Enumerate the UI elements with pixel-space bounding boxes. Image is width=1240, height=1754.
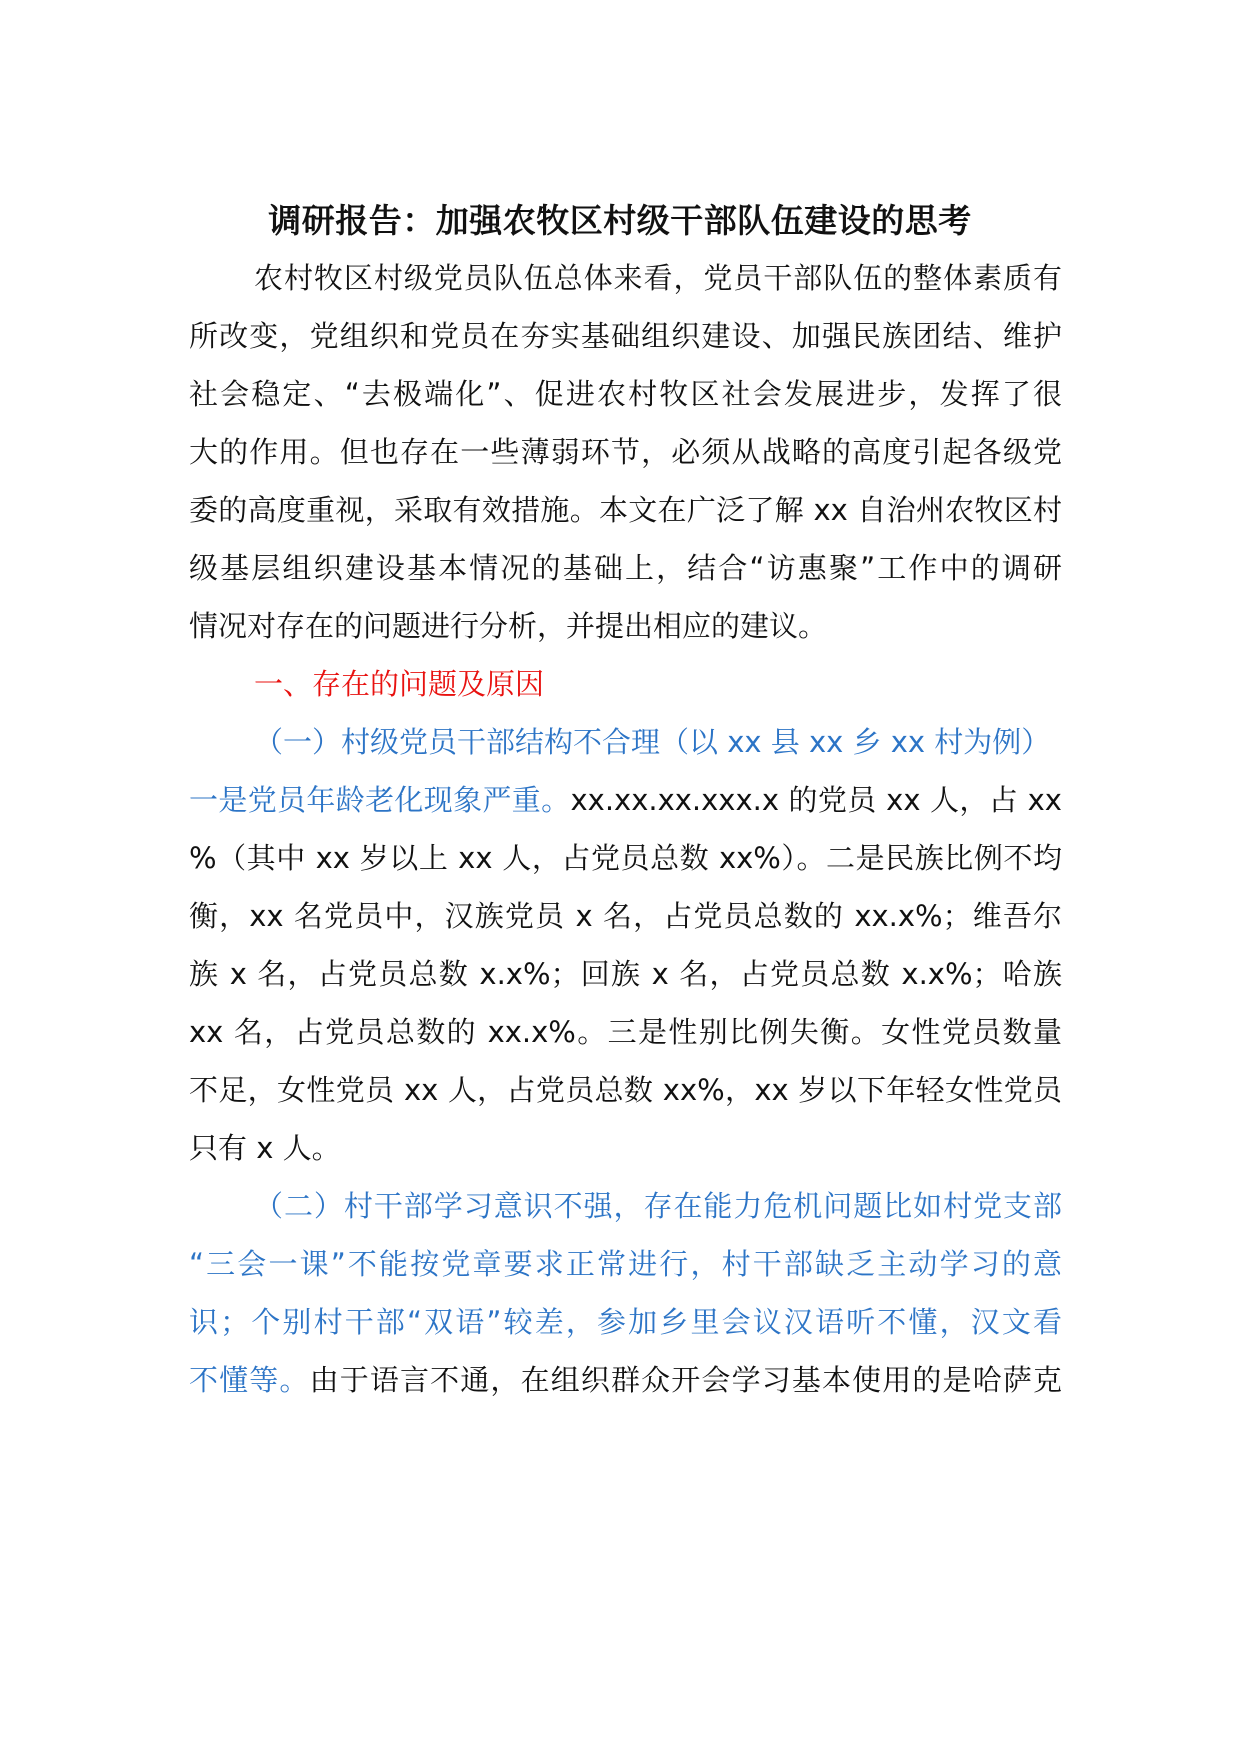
paragraph-line: xx 名，占党员总数的 xx.x%。三是性别比例失衡。女性党员数量 [189, 1015, 1062, 1049]
paragraph-line: %（其中 xx 岁以上 xx 人，占党员总数 xx%）。二是民族比例不均 [189, 841, 1062, 875]
paragraph-line: 社会稳定、“去极端化”、促进农村牧区社会发展进步，发挥了很 [189, 377, 1062, 411]
paragraph-line: 大的作用。但也存在一些薄弱环节，必须从战略的高度引起各级党 [189, 435, 1062, 469]
paragraph-line: 只有 x 人。 [189, 1131, 341, 1165]
paragraph-line: 所改变，党组织和党员在夯实基础组织建设、加强民族团结、维护 [189, 319, 1062, 353]
document-title: 调研报告：加强农牧区村级干部队伍建设的思考 [268, 201, 972, 240]
paragraph-line: 族 x 名，占党员总数 x.x%；回族 x 名，占党员总数 x.x%；哈族 [189, 957, 1062, 991]
point-heading: 一是党员年龄老化现象严重。 [189, 783, 571, 817]
paragraph-line: 情况对存在的问题进行分析，并提出相应的建议。 [189, 609, 828, 643]
section-heading: 一、存在的问题及原因 [254, 667, 545, 701]
subsection-heading: （一）村级党员干部结构不合理（以 xx 县 xx 乡 xx 村为例） [254, 725, 1051, 759]
subsection-heading: “三会一课”不能按党章要求正常进行，村干部缺乏主动学习的意 [189, 1247, 1062, 1281]
paragraph-line: 不足，女性党员 xx 人，占党员总数 xx%，xx 岁以下年轻女性党员 [189, 1073, 1062, 1107]
subsection-heading-end: 不懂等。 [189, 1363, 310, 1397]
subsection-heading: （二）村干部学习意识不强，存在能力危机问题比如村党支部 [254, 1189, 1062, 1223]
paragraph-line: 级基层组织建设基本情况的基础上，结合“访惠聚”工作中的调研 [189, 551, 1062, 585]
paragraph-line [189, 780, 1062, 820]
subsection-heading: 识；个别村干部“双语”较差，参加乡里会议汉语听不懂，汉文看 [189, 1305, 1062, 1339]
paragraph-line: 农村牧区村级党员队伍总体来看，党员干部队伍的整体素质有 [254, 261, 1062, 295]
paragraph-text: 由于语言不通，在组织群众开会学习基本使用的是哈萨克 [309, 1363, 1062, 1397]
paragraph-line: 委的高度重视，采取有效措施。本文在广泛了解 xx 自治州农牧区村 [189, 493, 1062, 527]
paragraph-line [189, 1360, 1062, 1400]
paragraph-text: xx.xx.xx.xxx.x 的党员 xx 人，占 xx [570, 783, 1062, 817]
paragraph-line: 衡，xx 名党员中，汉族党员 x 名，占党员总数的 xx.x%；维吾尔 [189, 899, 1062, 933]
